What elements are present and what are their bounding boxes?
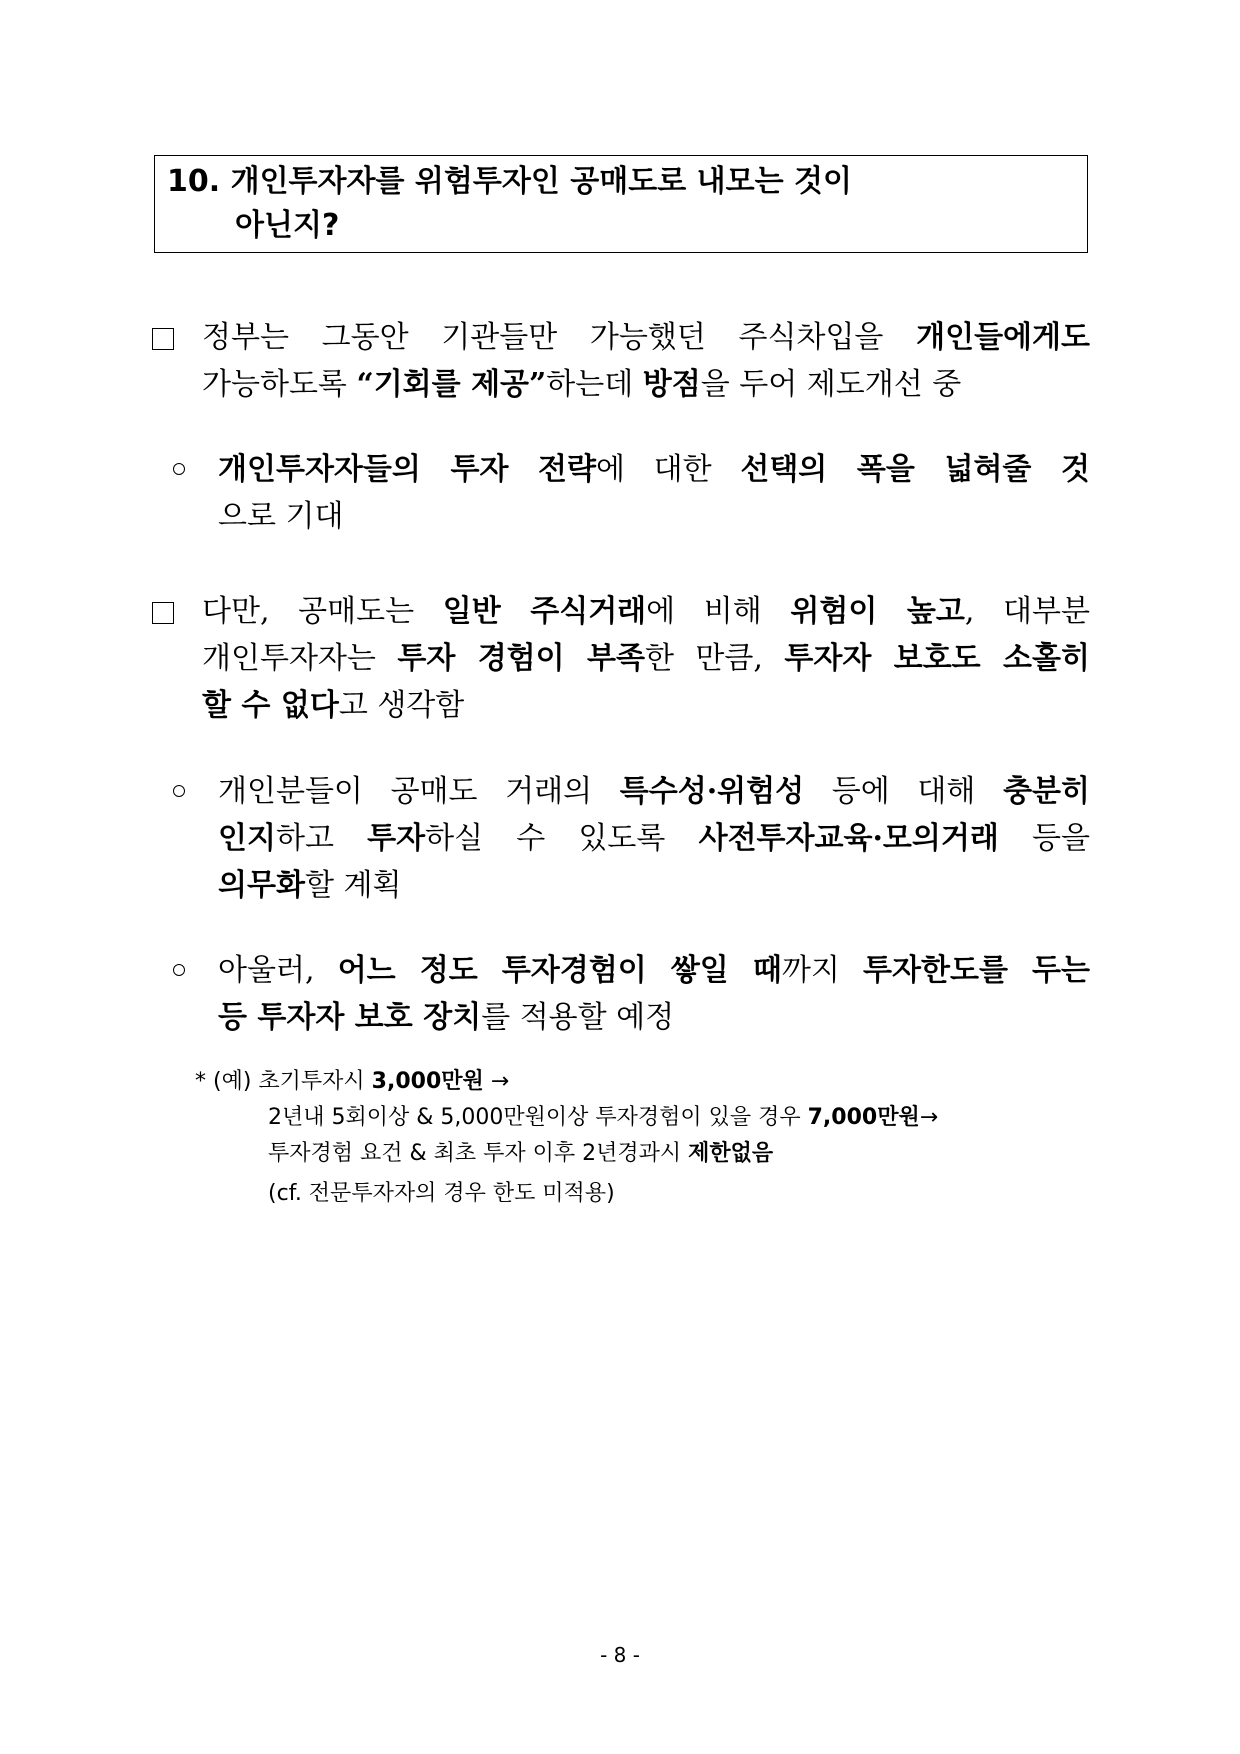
section2-line3: [202, 682, 1090, 729]
bold-text-run: 사전투자교육·모의거래: [698, 821, 999, 856]
text-run: 할 계획: [304, 868, 402, 903]
section2-bullet2-line1: [218, 947, 1090, 994]
bold-text-run: 특수성·위험성: [619, 774, 805, 809]
text-run: →: [919, 1105, 939, 1130]
text-run: 하는데: [546, 367, 643, 402]
text-run: 고 생각함: [338, 688, 465, 723]
text-run: 다만, 공매도는: [202, 594, 443, 629]
section1-bullet1-line1: [218, 446, 1090, 493]
text-run: 하고: [275, 821, 368, 856]
bold-text-run: 7,000만원: [807, 1105, 920, 1130]
section2-bullet2-line2: [218, 994, 1090, 1041]
bold-text-run: 투자자 보호도 소홀히: [784, 641, 1090, 676]
bold-text-run: 3,000만원: [371, 1069, 484, 1094]
bold-text-run: 제한없음: [688, 1141, 774, 1166]
bold-text-run: 방점: [642, 367, 701, 402]
section2-line1: [202, 588, 1090, 635]
section2-line2: [202, 635, 1090, 682]
text-run: 에 비해: [646, 594, 791, 629]
question-heading-line1: 10. 개인투자자를 위험투자인 공매도로 내모는 것이: [167, 164, 852, 199]
text-run: 개인투자자는: [202, 641, 398, 676]
bold-text-run: 개인투자자들의 투자 전략: [218, 452, 596, 487]
bold-text-run: 투자 경험이 부족: [397, 641, 645, 676]
text-run: 개인분들이 공매도 거래의: [218, 774, 620, 809]
text-run: 을 두어 제도개선 중: [700, 367, 962, 402]
bold-text-run: 투자한도를 두는: [863, 953, 1091, 988]
section2-paragraph: [202, 588, 1090, 729]
bold-text-run: 의무화: [218, 868, 305, 903]
section1-paragraph: [202, 314, 1090, 408]
section1-bullet1-line2: [218, 493, 1090, 540]
example-note-line4: [268, 1176, 615, 1212]
text-run: 를 적용할 예정: [481, 1000, 675, 1035]
section2-bullet1-line3: [218, 862, 1090, 909]
circle-bullet-icon: [173, 463, 185, 475]
text-run: 정부는 그동안 기관들만 가능했던 주식차입을: [202, 320, 917, 355]
text-run: 아울러,: [218, 953, 338, 988]
circle-bullet-icon: [173, 964, 185, 976]
bold-text-run: 일반 주식거래: [442, 594, 647, 629]
bold-text-run: 위험이 높고: [790, 594, 965, 629]
text-run: 가능하도록: [202, 367, 357, 402]
bold-text-run: 충분히: [1003, 774, 1091, 809]
text-run: 투자경험 요건 & 최초 투자 이후 2년경과시: [268, 1141, 689, 1166]
bold-text-run: 할 수 없다: [202, 688, 339, 723]
section1-line2: [202, 361, 1090, 408]
text-run: 2년내 5회이상 & 5,000만원이상 투자경험이 있을 경우: [268, 1105, 808, 1130]
text-run: 으로 기대: [218, 499, 344, 534]
text-run: (cf. 전문투자자의 경우 한도 미적용): [268, 1181, 615, 1206]
square-bullet-icon: [152, 602, 174, 624]
section2-bullet1-line1: [218, 768, 1090, 815]
question-heading-box: [154, 155, 1088, 253]
bold-text-run: 개인들에게도: [916, 320, 1090, 355]
example-note-line3: [268, 1136, 773, 1172]
square-bullet-icon: [152, 328, 174, 350]
bold-text-run: “기회를 제공”: [356, 367, 547, 402]
text-run: * (예) 초기투자시: [195, 1069, 372, 1094]
bold-text-run: 선택의 폭을 넓혀줄 것: [740, 452, 1090, 487]
text-run: →: [483, 1069, 510, 1094]
question-heading-line2: 아닌지?: [235, 208, 340, 243]
bold-text-run: 어느 정도 투자경험이 쌓일 때: [337, 953, 782, 988]
text-run: 등을: [998, 821, 1091, 856]
text-run: , 대부분: [964, 594, 1090, 629]
text-run: 에 대한: [596, 452, 741, 487]
section2-bullet1-line2: [218, 815, 1090, 862]
section2-bullet1: [218, 768, 1090, 909]
text-run: 한 만큼,: [644, 641, 785, 676]
section2-bullet2: [218, 947, 1090, 1041]
page-number: - 8 -: [600, 1643, 640, 1667]
section1-bullet1: [218, 446, 1090, 540]
text-run: 하실 수 있도록: [425, 821, 699, 856]
bold-text-run: 인지: [218, 821, 276, 856]
bold-text-run: 투자: [367, 821, 426, 856]
text-run: 까지: [781, 953, 864, 988]
example-note-line1: [195, 1064, 509, 1100]
circle-bullet-icon: [173, 785, 185, 797]
bold-text-run: 등 투자자 보호 장치: [218, 1000, 482, 1035]
section1-line1: [202, 314, 1090, 361]
example-note-line2: [268, 1100, 938, 1136]
text-run: 등에 대해: [804, 774, 1004, 809]
